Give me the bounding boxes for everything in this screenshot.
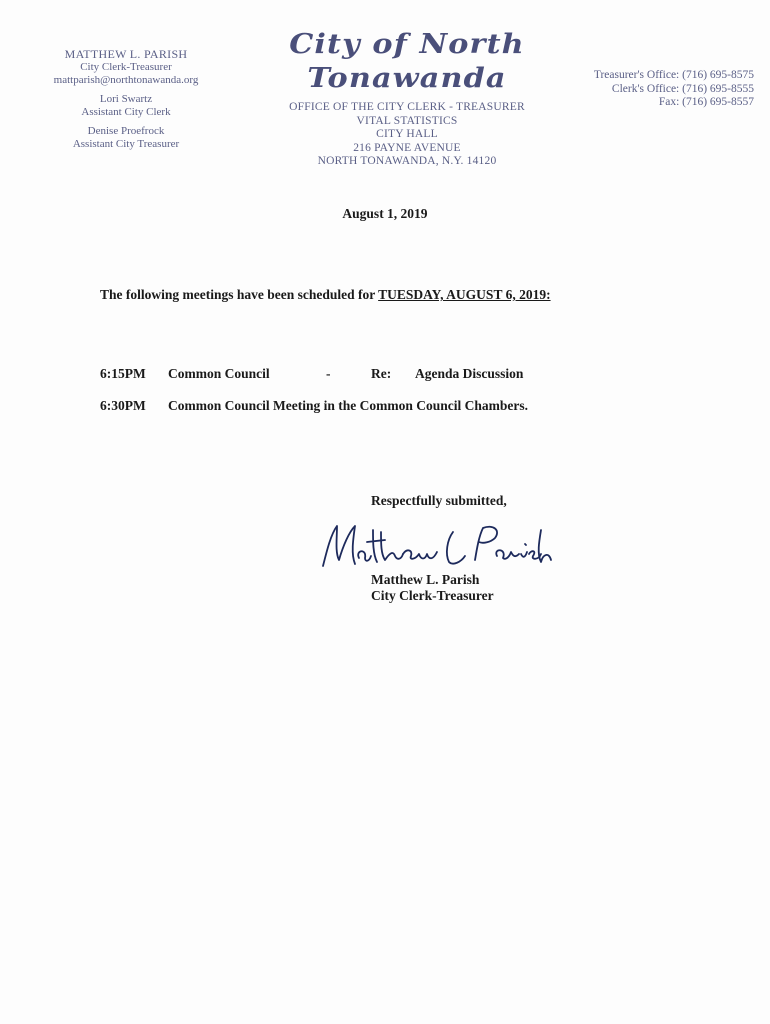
- letter-date: August 1, 2019: [342, 206, 428, 221]
- assistant-treasurer-name: Denise Proefrock: [87, 125, 165, 137]
- office-line-vital-statistics: VITAL STATISTICS: [356, 114, 458, 127]
- signer-title: City Clerk-Treasurer: [371, 588, 494, 603]
- letterhead-left: [30, 48, 222, 151]
- assistant-treasurer-title: Assistant City Treasurer: [72, 138, 180, 150]
- signer-block: [371, 572, 494, 604]
- meeting-topic: Agenda Discussion: [415, 366, 524, 381]
- letterhead-center: [232, 28, 582, 169]
- clerk-phone: Clerk's Office: (716) 695-8555: [611, 82, 754, 95]
- city-name-title: City of North Tonawanda: [289, 29, 525, 94]
- meeting-dash: -: [326, 366, 331, 381]
- meeting-re-label: Re:: [371, 366, 392, 381]
- letterhead-right: [548, 69, 754, 110]
- assistant-clerk-title: Assistant City Clerk: [81, 106, 171, 118]
- fax-number: Fax: (716) 695-8557: [658, 96, 754, 108]
- clerk-name: MATTHEW L. PARISH: [64, 47, 188, 61]
- clerk-email: mattparish@northtonawanda.org: [53, 74, 199, 86]
- office-line-city-hall: CITY HALL: [376, 128, 438, 140]
- assistant-clerk-name: Lori Swartz: [99, 93, 153, 105]
- treasurer-phone: Treasurer's Office: (716) 695-8575: [593, 69, 754, 81]
- meeting-time: 6:30PM: [100, 398, 146, 413]
- closing-text: Respectfully submitted,: [371, 493, 507, 508]
- signer-name: Matthew L. Parish: [371, 572, 480, 587]
- meeting-date-underlined: TUESDAY, AUGUST 6, 2019:: [378, 287, 551, 302]
- meeting-description: Common Council: [168, 366, 270, 381]
- meeting-time: 6:15PM: [100, 366, 146, 381]
- intro-line: [100, 287, 551, 303]
- office-name: OFFICE OF THE CITY CLERK - TREASURER: [289, 101, 525, 113]
- intro-text: The following meetings have been scheduled for: [100, 287, 379, 302]
- office-street-address: 216 PAYNE AVENUE: [353, 141, 461, 154]
- clerk-title: City Clerk-Treasurer: [80, 61, 172, 73]
- office-city-state-zip: NORTH TONAWANDA, N.Y. 14120: [317, 155, 497, 167]
- meeting-description: Common Council Meeting in the Common Council Chambers.: [168, 398, 528, 413]
